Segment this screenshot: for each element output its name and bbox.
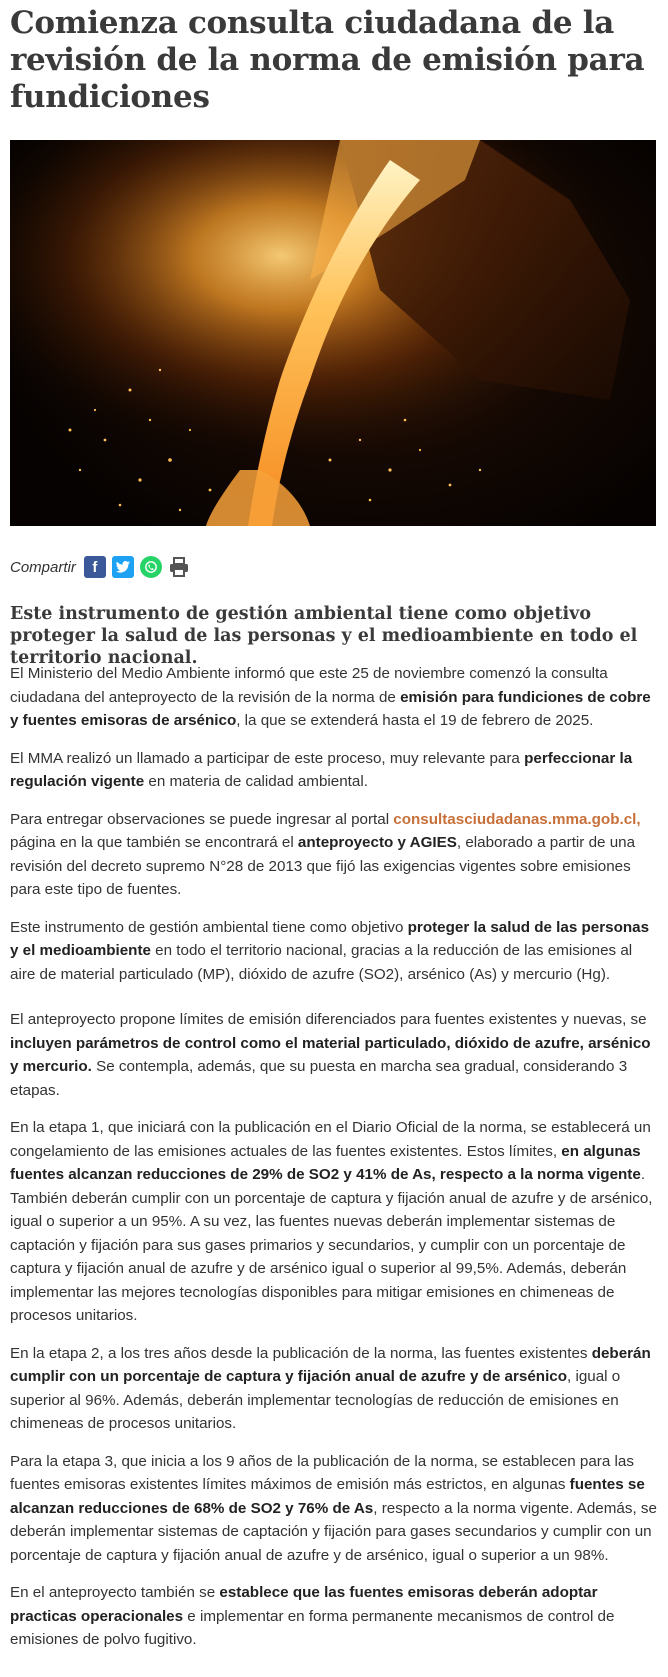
- hero-image-molten-metal-pour: [10, 140, 656, 526]
- paragraph-7: En la etapa 2, a los tres años desde la publicación de la norma, las fuentes existentes deberán cumplir con un porcentaje de captura y fijación anual de azufre y de arsénico, igual o superior al 96%. Además, deberán implementar tecnologías de reducción de emisiones en chimeneas de procesos unitarios.: [10, 1344, 651, 1432]
- paragraph-1: El Ministerio del Medio Ambiente informó que este 25 de noviembre comenzó la consulta ciudadana del anteproyecto de la revisión de la norma de emisión para fundiciones de cobre y fuentes emisoras de arsénico, la que se extenderá hasta el 19 de febrero de 2025.: [10, 665, 651, 729]
- article-headline: Comienza consulta ciudadana de la revisión de la norma de emisión para fundiciones: [10, 5, 645, 115]
- article-body: [10, 662, 658, 1666]
- facebook-icon[interactable]: f: [84, 556, 106, 578]
- share-bar: [10, 553, 196, 581]
- article: [10, 0, 657, 1648]
- paragraph-2: El MMA realizó un llamado a participar de este proceso, muy relevante para perfeccionar la regulación vigente en materia de calidad ambiental.: [10, 749, 633, 790]
- paragraph-6: En la etapa 1, que iniciará con la publicación en el Diario Oficial de la norma, se establecerá un congelamiento de las emisiones actuales de las fuentes existentes. Estos límites, en algunas fuentes alcanzan reducciones de 29% de SO2 y 41% de As, respecto a la norma vigente. También deberán cumplir con un porcentaje de captura y fijación anual de azufre y de arsénico, igual o superior a un 95%. A su vez, las fuentes nuevas deberán implementar sistemas de captación y fijación para sus gases primarios y secundarios, y cumplir con un porcentaje de captura y fijación anual de azufre y de arsénico igual o superior al 99,5%. Además, deberán implementar las mejores tecnologías disponibles para mitigar emisiones en chimeneas de procesos unitarios.: [10, 1119, 653, 1324]
- paragraph-5: El anteproyecto propone límites de emisión diferenciados para fuentes existentes y nuevas, se incluyen parámetros de control como el material particulado, dióxido de azufre, arsénico y mercurio. Se contempla, además, que su puesta en marcha sea gradual, considerando 3 etapas.: [10, 1011, 651, 1099]
- paragraph-4: Este instrumento de gestión ambiental tiene como objetivo proteger la salud de las personas y el medioambiente en todo el territorio nacional, gracias a la reducción de las emisiones al aire de material particulado (MP), dióxido de azufre (SO2), arsénico (As) y mercurio (Hg).: [10, 918, 650, 983]
- consultas-portal-link[interactable]: consultasciudadanas.mma.gob.cl,: [393, 810, 641, 828]
- print-icon[interactable]: [168, 556, 190, 578]
- paragraph-9: En el anteproyecto también se establece que las fuentes emisoras deberán adoptar practicas operacionales e implementar en forma permanente mecanismos de control de emisiones de polvo fugitivo.: [10, 1584, 615, 1648]
- twitter-icon[interactable]: [112, 556, 134, 578]
- article-lead: Este instrumento de gestión ambiental tiene como objetivo proteger la salud de las personas y el medioambiente en todo el territorio nacional.: [10, 604, 638, 668]
- paragraph-8: Para la etapa 3, que inicia a los 9 años de la publicación de la norma, se establecen para las fuentes emisoras existentes límites máximos de emisión más estrictos, en algunas fuentes se alcanzan reducciones de 68% de SO2 y 76% de As, respecto a la norma vigente. Además, se deberán implementar sistemas de captación y fijación para gases secundarios y cumplir con un porcentaje de captura y fijación anual de azufre y de arsénico, igual o superior a un 98%.: [10, 1452, 657, 1564]
- whatsapp-icon[interactable]: [140, 556, 162, 578]
- share-label: Compartir: [10, 558, 76, 576]
- paragraph-3: Para entregar observaciones se puede ingresar al portal consultasciudadanas.mma.gob.cl, página en la que también se encontrará el anteproyecto y AGIES, elaborado a partir de una revisión del decreto supremo N°28 de 2013 que fijó las exigencias vigentes sobre emisiones para este tipo de fuentes.: [10, 810, 641, 898]
